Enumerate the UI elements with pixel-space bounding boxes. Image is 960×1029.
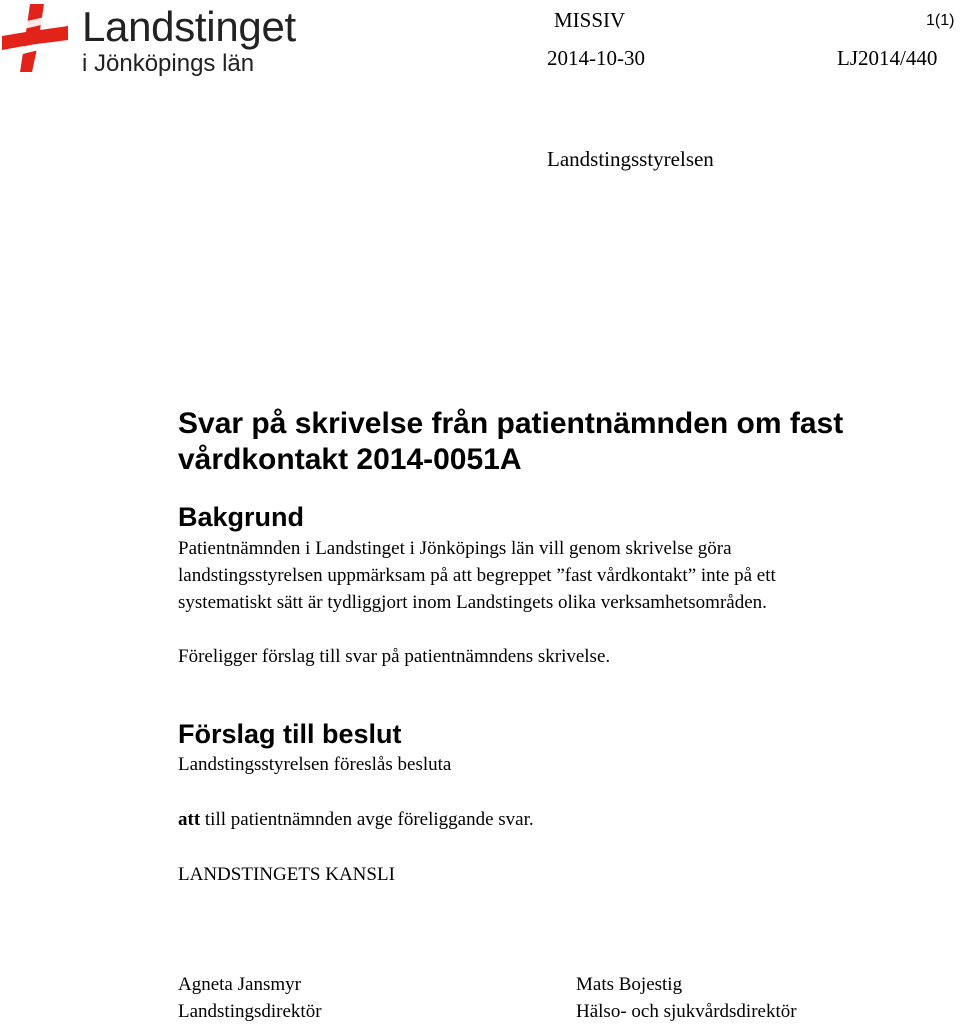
recipient: Landstingsstyrelsen: [547, 147, 714, 171]
signatory-title: Landstingsdirektör: [178, 1001, 322, 1022]
decision-att-word: att: [178, 809, 201, 830]
background-line: landstingsstyrelsen uppmärksam på att begreppet ”fast vårdkontakt” inte på ett: [178, 565, 776, 586]
decision-intro: Landstingsstyrelsen föreslås besluta: [178, 754, 452, 775]
background-line: Patientnämnden i Landstinget i Jönköpings län vill genom skrivelse göra: [178, 538, 732, 559]
issuing-office: LANDSTINGETS KANSLI: [178, 864, 395, 885]
logo-subtitle: i Jönköpings län: [82, 50, 255, 77]
logo-name: Landstinget: [82, 3, 296, 50]
background-line: systematiskt sätt är tydliggjort inom Landstingets olika verksamhetsområden.: [178, 592, 767, 613]
page-number: 1(1): [926, 12, 955, 29]
heading-background: Bakgrund: [178, 502, 305, 532]
document-reference: LJ2014/440: [837, 46, 938, 70]
signatory-name: Mats Bojestig: [576, 974, 683, 995]
heading-decision-proposal: Förslag till beslut: [178, 719, 402, 749]
decision-att-text: till patientnämnden avge föreliggande svar.: [200, 809, 534, 830]
signatory-name: Agneta Jansmyr: [178, 974, 301, 995]
proposal-statement: Föreligger förslag till svar på patientnämndens skrivelse.: [178, 646, 611, 667]
landstinget-logo-icon: [0, 2, 72, 74]
decision-clause: [178, 806, 534, 833]
signatory-title: Hälso- och sjukvårdsdirektör: [576, 1001, 797, 1022]
background-paragraph: [178, 535, 948, 616]
document-title: Svar på skrivelse från patientnämnden om fast vårdkontakt 2014-0051A: [178, 407, 844, 476]
document-type: MISSIV: [554, 8, 626, 32]
document-date: 2014-10-30: [547, 46, 645, 70]
